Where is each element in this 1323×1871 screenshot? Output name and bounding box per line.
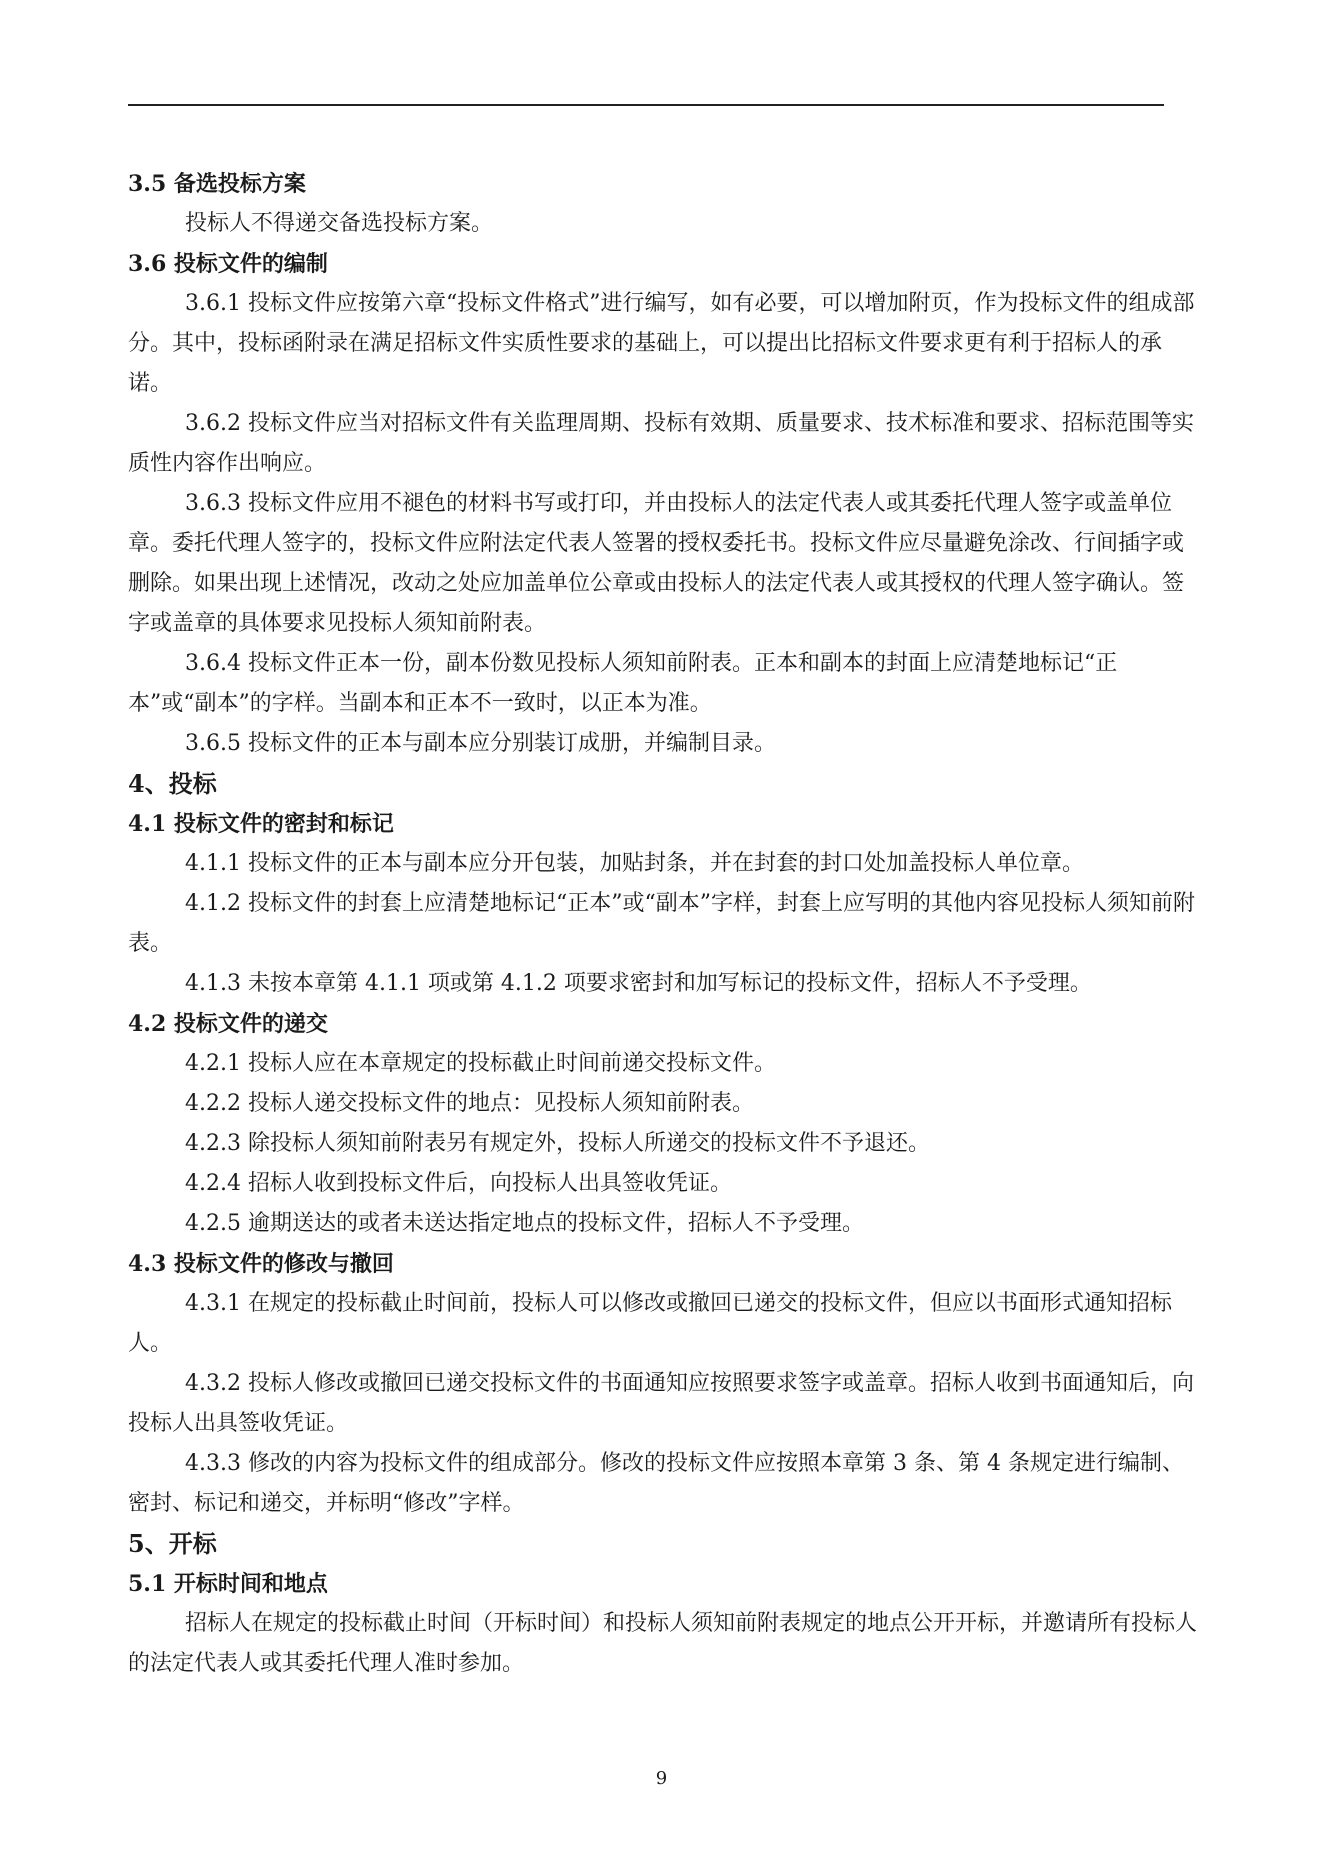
paragraph-4-3-3: 4.3.3 修改的内容为投标文件的组成部分。修改的投标文件应按照本章第 3 条、第 4 条规定进行编制、密封、标记和递交，并标明“修改”字样。 — [128, 1451, 1184, 1516]
paragraph-4-1-1: 4.1.1 投标文件的正本与副本应分开包装，加贴封条，并在封套的封口处加盖投标人单位章。 — [185, 851, 1084, 876]
paragraph-3-6-1: 3.6.1 投标文件应按第六章“投标文件格式”进行编写，如有必要，可以增加附页，作为投标文件的组成部分。其中，投标函附录在满足招标文件实质性要求的基础上，可以提出比招标文件要求更有利于招标人的承诺。 — [128, 291, 1195, 396]
paragraph-4-2-1: 4.2.1 投标人应在本章规定的投标截止时间前递交投标文件。 — [185, 1051, 776, 1076]
paragraph-3-6-4: 3.6.4 投标文件正本一份，副本份数见投标人须知前附表。正本和副本的封面上应清楚地标记“正本”或“副本”的字样。当副本和正本不一致时，以正本为准。 — [128, 651, 1118, 716]
section-heading-3-5: 3.5 备选投标方案 — [128, 171, 306, 197]
chapter-heading-5: 5、开标 — [128, 1529, 217, 1558]
paragraph-3-6-5: 3.6.5 投标文件的正本与副本应分别装订成册，并编制目录。 — [185, 731, 776, 756]
section-heading-3-6: 3.6 投标文件的编制 — [128, 251, 328, 277]
paragraph-4-1-2: 4.1.2 投标文件的封套上应清楚地标记“正本”或“副本”字样，封套上应写明的其他内容见投标人须知前附表。 — [128, 891, 1195, 956]
page-number: 9 — [655, 1768, 668, 1789]
paragraph-4-1-3: 4.1.3 未按本章第 4.1.1 项或第 4.1.2 项要求密封和加写标记的投标文件，招标人不予受理。 — [185, 971, 1092, 996]
section-heading-4-2: 4.2 投标文件的递交 — [128, 1011, 328, 1037]
paragraph-3-6-3: 3.6.3 投标文件应用不褪色的材料书写或打印，并由投标人的法定代表人或其委托代理人签字或盖单位章。委托代理人签字的，投标文件应附法定代表人签署的授权委托书。投标文件应尽量避免涂改、行间插字或删除。如果出现上述情况，改动之处应加盖单位公章或由投标人的法定代表人或其授权的代理人签字确认。签字或盖章的具体要求见投标人须知前附表。 — [128, 491, 1185, 636]
paragraph-4-3-1: 4.3.1 在规定的投标截止时间前，投标人可以修改或撤回已递交的投标文件，但应以书面形式通知招标人。 — [128, 1291, 1172, 1356]
paragraph-4-2-2: 4.2.2 投标人递交投标文件的地点：见投标人须知前附表。 — [185, 1091, 754, 1116]
section-heading-5-1: 5.1 开标时间和地点 — [128, 1571, 328, 1597]
paragraph-4-2-5: 4.2.5 逾期送达的或者未送达指定地点的投标文件，招标人不予受理。 — [185, 1211, 864, 1236]
section-heading-4-1: 4.1 投标文件的密封和标记 — [128, 811, 394, 837]
section-heading-4-3: 4.3 投标文件的修改与撤回 — [128, 1251, 394, 1277]
document-body — [128, 164, 1203, 1684]
chapter-heading-4: 4、投标 — [128, 769, 217, 798]
paragraph-4-2-3: 4.2.3 除投标人须知前附表另有规定外，投标人所递交的投标文件不予退还。 — [185, 1131, 930, 1156]
paragraph-4-2-4: 4.2.4 招标人收到投标文件后，向投标人出具签收凭证。 — [185, 1171, 732, 1196]
paragraph-3-6-2: 3.6.2 投标文件应当对招标文件有关监理周期、投标有效期、质量要求、技术标准和要求、招标范围等实质性内容作出响应。 — [128, 411, 1194, 476]
paragraph-4-3-2: 4.3.2 投标人修改或撤回已递交投标文件的书面通知应按照要求签字或盖章。招标人收到书面通知后，向投标人出具签收凭证。 — [128, 1371, 1194, 1436]
paragraph-5-1: 招标人在规定的投标截止时间（开标时间）和投标人须知前附表规定的地点公开开标，并邀请所有投标人的法定代表人或其委托代理人准时参加。 — [128, 1611, 1198, 1676]
header-rule — [128, 104, 1164, 106]
paragraph-3-5: 投标人不得递交备选投标方案。 — [185, 211, 494, 236]
